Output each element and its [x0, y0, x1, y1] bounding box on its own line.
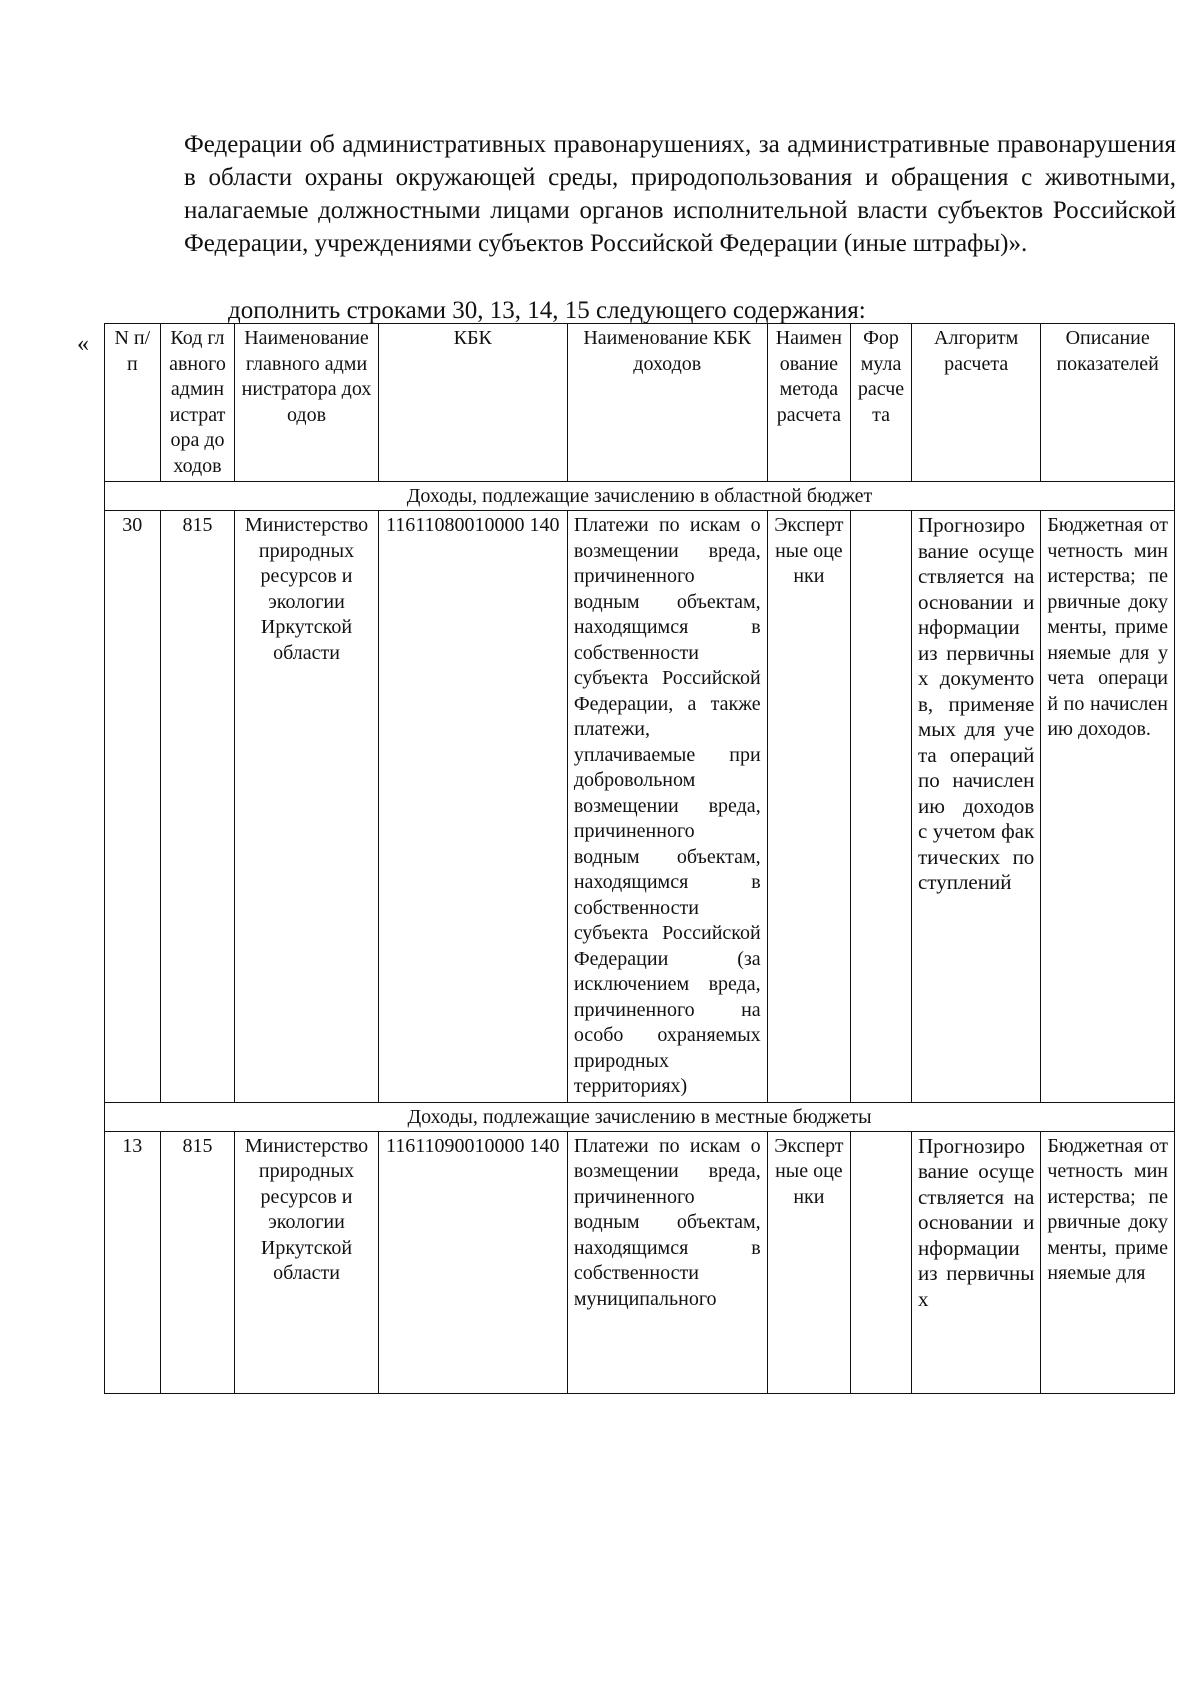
header-kbk: КБК — [378, 324, 567, 482]
cell-method: Экспертные оценки — [767, 511, 850, 1103]
cell-admin-code: 815 — [160, 1131, 235, 1393]
header-description: Описание показателей — [1041, 324, 1175, 482]
header-admin-name: Наименование главного администратора доходов — [235, 324, 378, 482]
header-method-name: Наименование метода расчета — [767, 324, 850, 482]
cell-num: 13 — [105, 1131, 161, 1393]
table-row — [105, 511, 1175, 1103]
cell-algorithm: Прогнозирование осуществляется на основании информации из первичных — [911, 1131, 1040, 1393]
cell-method: Экспертные оценки — [767, 1131, 850, 1393]
cell-kbk-name: Платежи по искам о возмещении вреда, причиненного водным объектам, находящимся в собственности субъекта Российской Федерации, а также платежи, уплачиваемые при добровольном возмещении вреда, причиненного водным объектам, находящимся в собственности субъекта Российской Федерации (за исключением вреда, причиненного на особо охраняемых природных территориях) — [567, 511, 767, 1103]
header-num: N п/п — [105, 324, 161, 482]
cell-formula — [851, 1131, 912, 1393]
cell-kbk: 11611090010000 140 — [378, 1131, 567, 1393]
cell-admin-name: Министерство природных ресурсов и экологии Иркутской области — [235, 1131, 378, 1393]
header-algorithm: Алгоритм расчета — [911, 324, 1040, 482]
income-forecast-table — [104, 323, 1175, 1394]
table-header-row — [105, 324, 1175, 482]
opening-quote-mark: « — [77, 331, 89, 357]
cell-admin-name: Министерство природных ресурсов и экологии Иркутской области — [235, 511, 378, 1103]
intro-text — [184, 128, 1176, 260]
cell-algorithm: Прогнозирование осуществляется на основании информации из первичных документов, применяемых для учета операций по начислению доходов с учетом фактических поступлений — [911, 511, 1040, 1103]
intro-paragraph: Федерации об административных правонарушениях, за административные правонарушения в области охраны окружающей среды, природопользования и обращения с животными, налагаемые должностными лицами органов исполнительной власти субъектов Российской Федерации, учреждениями субъектов Российской Федерации (иные штрафы)». — [184, 131, 1176, 257]
cell-kbk-name: Платежи по искам о возмещении вреда, причиненного водным объектам, находящимся в собственности муниципального — [567, 1131, 767, 1393]
section-title-local: Доходы, подлежащие зачислению в местные бюджеты — [105, 1102, 1175, 1131]
cell-description: Бюджетная отчетность министерства; первичные документы, применяемые для — [1041, 1131, 1175, 1393]
cell-formula — [851, 511, 912, 1103]
section-row-regional — [105, 482, 1175, 511]
section-title-regional: Доходы, подлежащие зачислению в областной бюджет — [105, 482, 1175, 511]
lead-sentence: дополнить строками 30, 13, 14, 15 следующего содержания: — [228, 297, 866, 324]
table-row — [105, 1131, 1175, 1393]
header-kbk-name: Наименование КБК доходов — [567, 324, 767, 482]
cell-kbk: 11611080010000 140 — [378, 511, 567, 1103]
section-row-local — [105, 1102, 1175, 1131]
cell-description: Бюджетная отчетность министерства; первичные документы, применяемые для учета операций по начислению доходов. — [1041, 511, 1175, 1103]
cell-admin-code: 815 — [160, 511, 235, 1103]
cell-num: 30 — [105, 511, 161, 1103]
header-admin-code: Код главного администратора доходов — [160, 324, 235, 482]
header-formula: Формула расчета — [851, 324, 912, 482]
